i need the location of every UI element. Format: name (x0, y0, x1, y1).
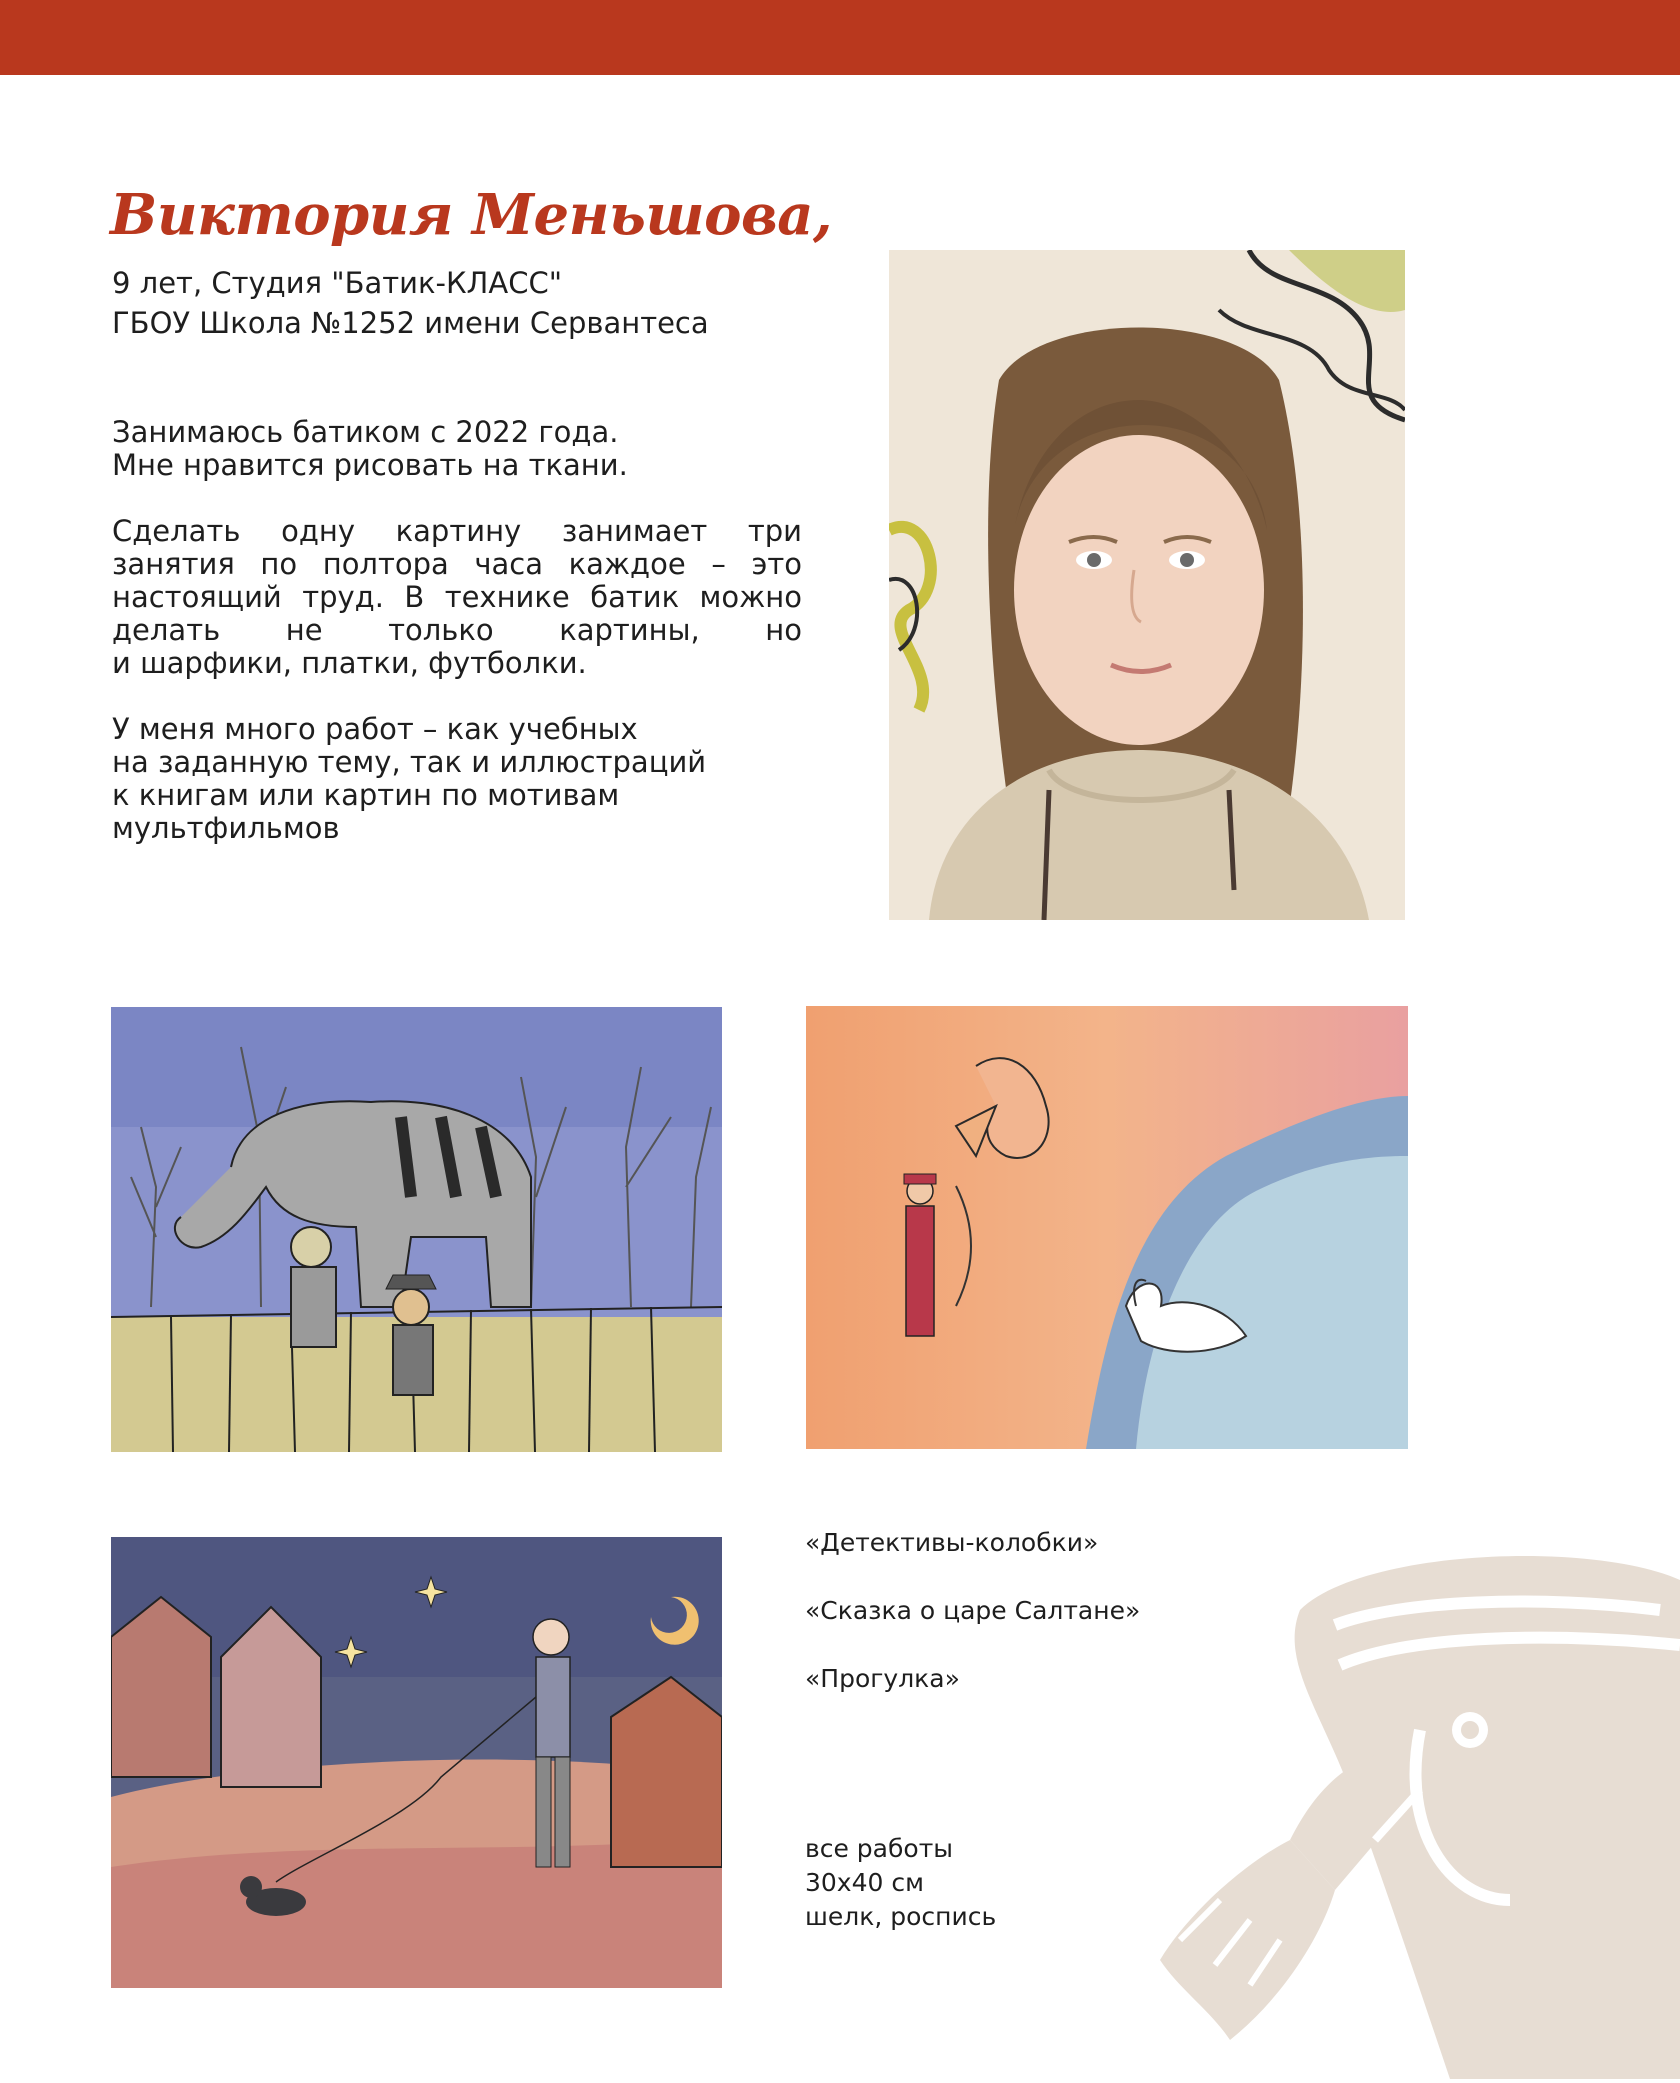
paint-bucket-brush-icon (1120, 1540, 1680, 2079)
artwork-saltan (806, 1006, 1408, 1449)
specs-line-material: шелк, роспись (805, 1902, 997, 1931)
artist-name: Виктория Меньшова, (110, 182, 833, 248)
bio-paragraph-3: У меня много работ – как учебных на заданную тему, так и иллюстраций к книгам или картин по мотивам мультфильмов (112, 712, 707, 845)
caption-saltan: «Сказка о царе Салтане» (805, 1596, 1141, 1625)
age-studio-line: 9 лет, Студия "Батик-КЛАСС" (112, 266, 563, 300)
artwork-specs (805, 1832, 996, 1934)
specs-line-size: 30х40 см (805, 1868, 924, 1897)
specs-line-all: все работы (805, 1834, 954, 1863)
artist-subtitle (112, 263, 709, 343)
artwork-walk (111, 1537, 722, 1988)
caption-walk: «Прогулка» (805, 1664, 960, 1693)
bio-paragraph-1: Занимаюсь батиком с 2022 года. Мне нравится рисовать на ткани. (112, 415, 628, 482)
bio-paragraph-2: Сделать одну картину занимает три занятия по полтора часа каждое – это настоящий труд. В технике батик можно делать не только картины, но и шарфики, платки, футболки. (112, 514, 802, 680)
school-line: ГБОУ Школа №1252 имени Сервантеса (112, 306, 709, 340)
artist-photo (889, 250, 1405, 920)
bio-text (112, 416, 802, 878)
caption-detectives: «Детективы-колобки» (805, 1528, 1099, 1557)
top-banner (0, 0, 1680, 75)
artwork-detectives (111, 1007, 722, 1452)
